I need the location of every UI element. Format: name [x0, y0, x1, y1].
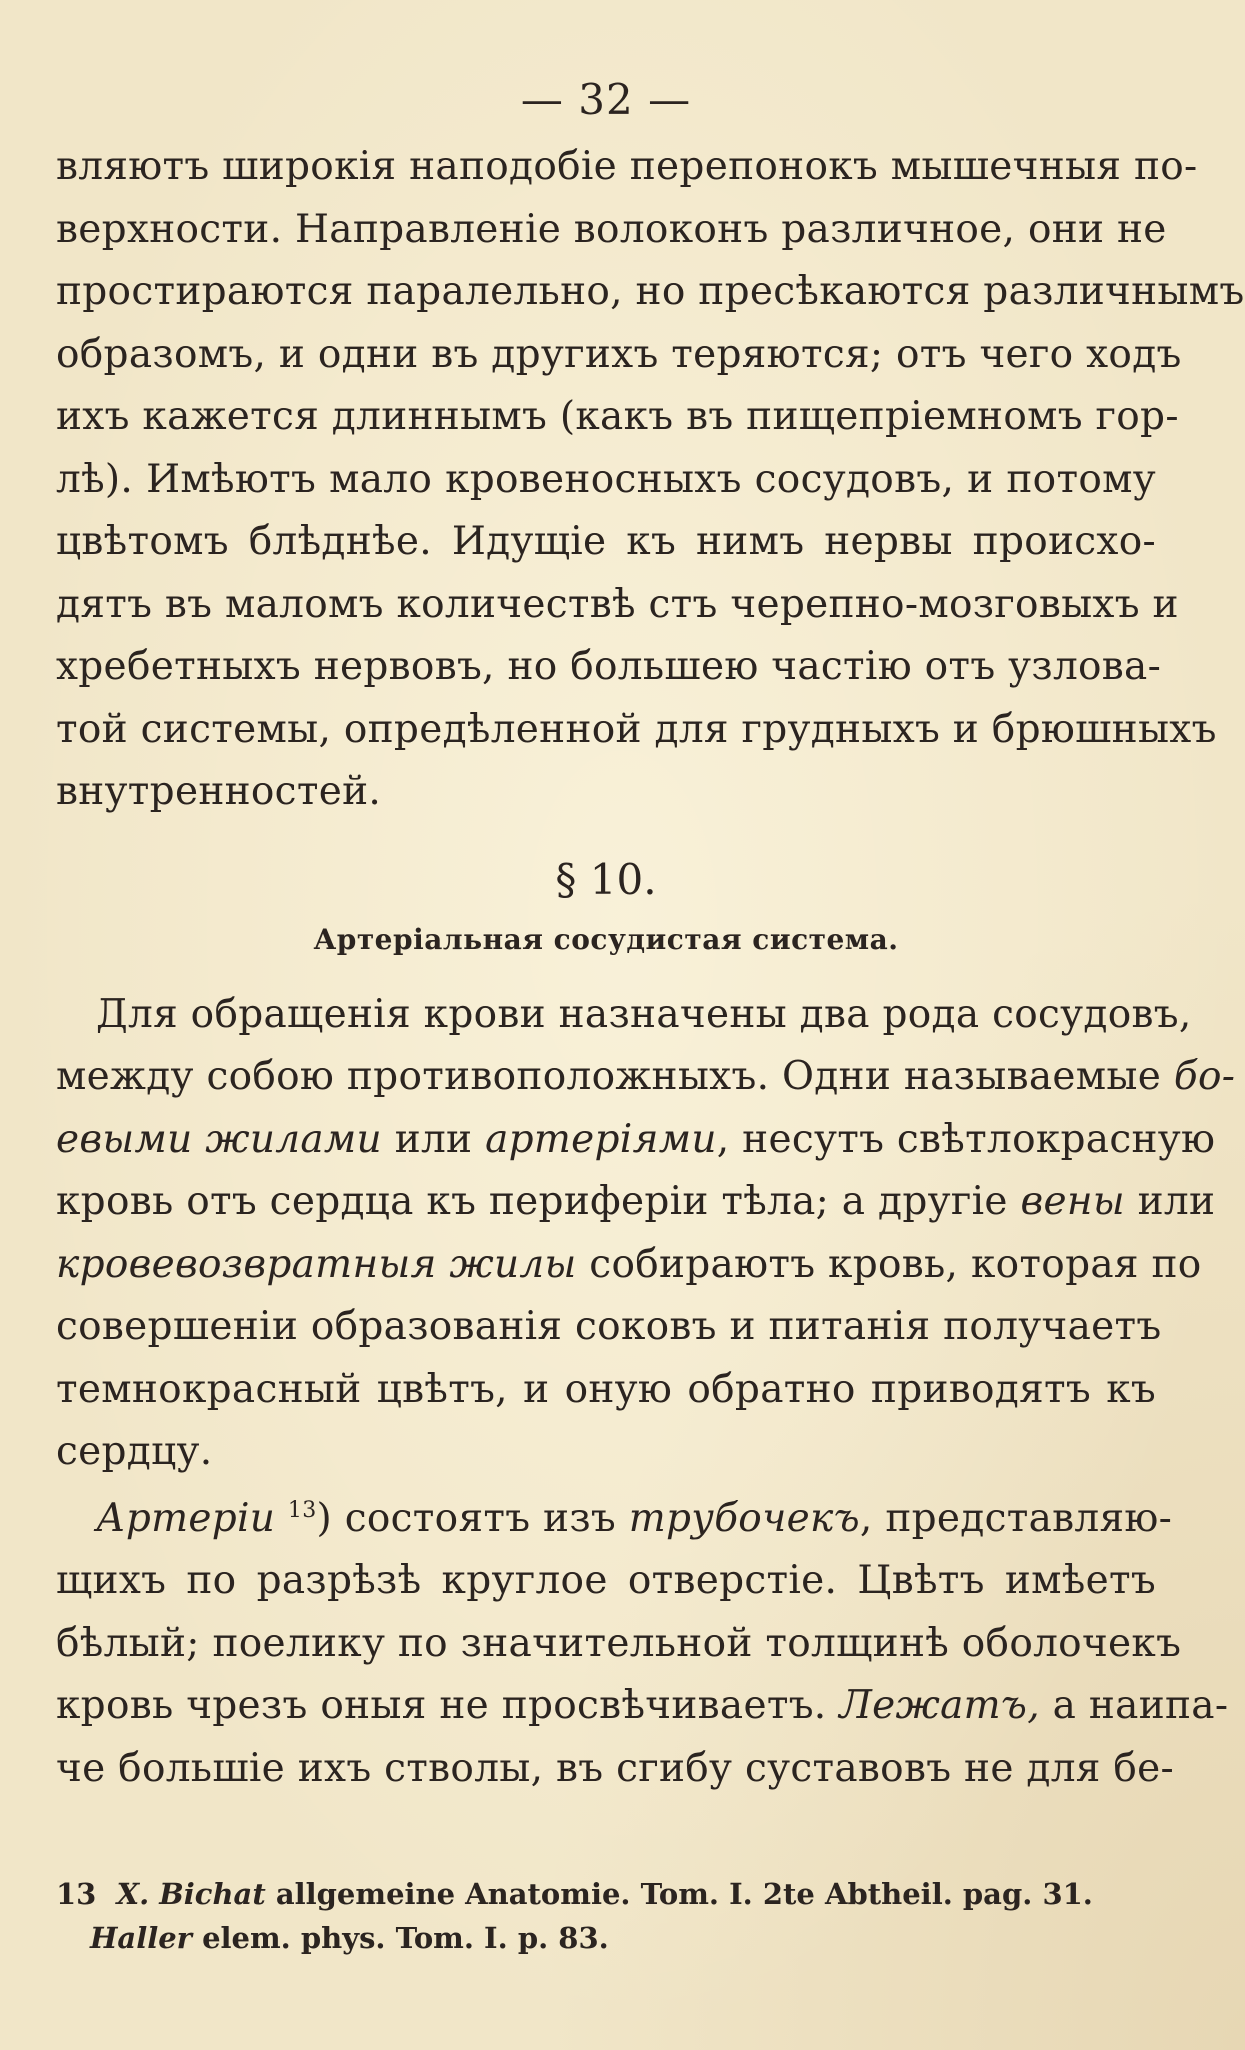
paragraph-arteries	[56, 1488, 1229, 1801]
footnote-author: Haller	[90, 1921, 192, 1955]
footnote-author: X. Bichat	[116, 1877, 266, 1911]
section-title: Артеріальная сосудистая система.	[313, 922, 899, 956]
text-line: темнокрасный цвѣтъ, и оную обратно приводятъ къ	[56, 1366, 1156, 1412]
text-line: той системы, опредѣленной для грудныхъ и брюшныхъ	[56, 706, 1217, 752]
italic-term: кровевозвратныя жилы	[56, 1241, 577, 1287]
book-page	[56, 70, 1245, 1800]
text-line	[56, 1109, 1216, 1172]
text-span: или	[1137, 1179, 1216, 1224]
text-span: , несутъ свѣтлокрасную	[716, 1116, 1216, 1162]
text-line: цвѣтомъ блѣднѣе. Идущіе къ нимъ нервы происхо-	[56, 519, 1156, 564]
text-line: дятъ въ маломъ количествѣ стъ черепно-мозговыхъ и	[56, 581, 1179, 627]
text-line	[56, 1675, 1229, 1738]
footnote-line	[56, 1872, 1156, 1916]
text-line: вляютъ широкія наподобіе перепонокъ мышечныя по-	[56, 144, 1198, 189]
text-line: образомъ, и одни въ другихъ теряются; отъ чего ходъ	[56, 331, 1182, 377]
italic-term: артеріями	[485, 1116, 717, 1162]
text-line: ихъ кажется длиннымъ (какъ въ пищепріемномъ гор-	[56, 394, 1179, 439]
paragraph-continued	[56, 136, 1245, 824]
footnote-number: 13	[56, 1877, 97, 1911]
text-line	[56, 1171, 1216, 1234]
italic-term: Лежатъ,	[839, 1683, 1040, 1728]
text-line: верхности. Направленіе волоконъ различное, они не	[56, 206, 1167, 252]
text-line	[56, 1234, 1202, 1297]
italic-term: бо-	[1173, 1054, 1236, 1099]
paragraph-circulation	[56, 984, 1236, 1484]
text-line	[56, 1488, 1173, 1551]
text-line: лѣ). Имѣютъ мало кровеносныхъ сосудовъ, и потому	[56, 456, 1156, 502]
section-number: § 10.	[555, 854, 657, 904]
text-span: между собою противоположныхъ. Одни называемые	[56, 1054, 1162, 1099]
text-line	[56, 1046, 1236, 1109]
italic-term: вены	[1020, 1179, 1125, 1224]
text-span: собираютъ кровь, которая по	[589, 1241, 1202, 1287]
text-span: кровь чрезъ оныя не просвѣчиваетъ.	[56, 1683, 827, 1728]
text-span: или	[394, 1116, 473, 1162]
text-line: Для обращенія крови назначены два рода сосудовъ,	[96, 991, 1192, 1037]
text-line: сердцу.	[56, 1429, 213, 1474]
footnotes	[56, 1872, 1156, 1960]
italic-term: трубочекъ	[628, 1495, 860, 1541]
text-line: совершеніи образованія соковъ и питанія получаетъ	[56, 1304, 1162, 1349]
footnote-text: elem. phys. Tom. I. p. 83.	[202, 1921, 609, 1955]
text-span: а наипа-	[1052, 1683, 1229, 1728]
text-line: че большіе ихъ стволы, въ сгибу суставовъ не для бе-	[56, 1745, 1175, 1791]
footnote-ref: 13	[287, 1497, 317, 1523]
text-span: кровь отъ сердца къ периферіи тѣла; а другіе	[56, 1179, 1008, 1224]
text-line: внутренностей.	[56, 769, 382, 814]
text-line: хребетныхъ нервовъ, но большею частію отъ узлова-	[56, 644, 1162, 689]
italic-term: евыми жилами	[56, 1116, 382, 1162]
text-line: простираются паралельно, но пресѣкаются различнымъ	[56, 269, 1245, 314]
text-span: , представляю-	[859, 1495, 1173, 1541]
footnote-text: allgemeine Anatomie. Tom. I. 2te Abtheil. pag. 31.	[275, 1877, 1093, 1911]
text-line: бѣлый; поелику по значительной толщинѣ оболочекъ	[56, 1620, 1182, 1666]
italic-term: Артеріи	[96, 1495, 276, 1541]
footnote-line	[56, 1916, 1156, 1960]
page-number: — 32 —	[520, 75, 692, 124]
text-line: щихъ по разрѣзѣ круглое отверстіе. Цвѣтъ имѣетъ	[56, 1558, 1156, 1603]
text-span: ) состоятъ изъ	[316, 1495, 617, 1541]
